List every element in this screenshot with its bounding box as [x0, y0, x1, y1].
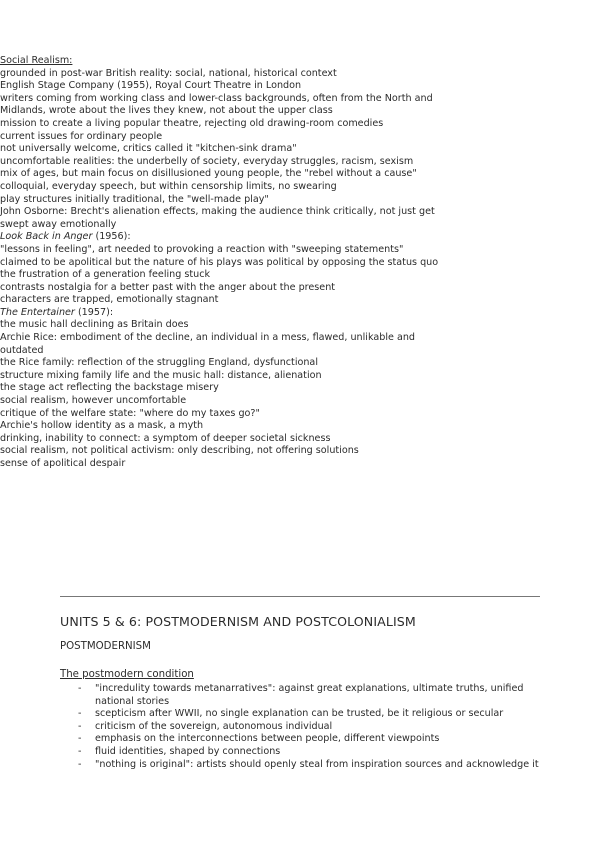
list-item: - the frustration of a generation feeling stuck [0, 269, 455, 282]
list-item: - social realism, however uncomfortable [0, 395, 455, 408]
list-item: - Archie Rice: embodiment of the decline, an individual in a mess, flawed, unlikable and outdated [0, 332, 455, 357]
list-item [0, 55, 455, 471]
the-entertainer-list [0, 319, 455, 470]
the-entertainer-heading [0, 307, 455, 320]
postmodern-condition-list [95, 683, 545, 771]
the-entertainer-year: (1957): [74, 306, 114, 318]
social-realism-list [0, 68, 455, 471]
horizontal-divider [60, 596, 540, 597]
list-item: - mission to create a living popular theatre, rejecting old drawing-room comedies [0, 118, 455, 131]
list-item: - emphasis on the interconnections between people, different viewpoints [95, 733, 545, 746]
list-item: - play structures initially traditional, the "well-made play" [0, 194, 455, 207]
list-item: - mix of ages, but main focus on disillusioned young people, the "rebel without a cause" [0, 168, 455, 181]
list-item [0, 231, 455, 307]
list-item: - "lessons in feeling", art needed to provoking a reaction with "sweeping statements" [0, 244, 455, 257]
social-realism-heading: - Social Realism: [0, 55, 73, 66]
list-item: - writers coming from working class and lower-class backgrounds, often from the North and Midlands, wrote about the lives they knew, not about the upper class [0, 93, 455, 118]
list-item: - critique of the welfare state: "where do my taxes go?" [0, 408, 455, 421]
list-item [0, 307, 455, 471]
social-realism-section [0, 55, 455, 471]
the-entertainer-title: The Entertainer [0, 306, 75, 318]
list-item: - drinking, inability to connect: a symptom of deeper societal sickness [0, 433, 455, 446]
list-item: - sense of apolitical despair [0, 458, 455, 471]
list-item: - "incredulity towards metanarratives": against great explanations, ultimate truths, unified national stories [95, 683, 545, 708]
list-item: - fluid identities, shaped by connections [95, 746, 545, 759]
list-item: - social realism, not political activism: only describing, not offering solutions [0, 445, 455, 458]
postmodernism-heading: POSTMODERNISM [60, 641, 151, 652]
list-item: - "nothing is original": artists should openly steal from inspiration sources and acknowledge it [95, 759, 545, 772]
list-item: - the music hall declining as Britain does [0, 319, 455, 332]
look-back-in-anger-year: (1956): [92, 231, 131, 243]
list-item: - contrasts nostalgia for a better past with the anger about the present [0, 282, 455, 295]
list-item: - grounded in post-war British reality: social, national, historical context [0, 68, 455, 81]
postmodern-condition-heading: The postmodern condition [60, 669, 194, 680]
list-item: - the Rice family: reflection of the struggling England, dysfunctional [0, 357, 455, 370]
units-heading: UNITS 5 & 6: POSTMODERNISM AND POSTCOLONIALISM [60, 614, 416, 629]
list-item: - current issues for ordinary people [0, 131, 455, 144]
list-item: - Archie's hollow identity as a mask, a myth [0, 420, 455, 433]
list-item: - the stage act reflecting the backstage misery [0, 382, 455, 395]
list-item: - John Osborne: Brecht's alienation effects, making the audience think critically, not just get swept away emotionally [0, 206, 455, 231]
look-back-in-anger-list [0, 244, 455, 307]
list-item: - scepticism after WWII, no single explanation can be trusted, be it religious or secular [95, 708, 545, 721]
list-item: - criticism of the sovereign, autonomous individual [95, 721, 545, 734]
look-back-in-anger-heading [0, 231, 455, 244]
list-item: - colloquial, everyday speech, but within censorship limits, no swearing [0, 181, 455, 194]
look-back-in-anger-title: Look Back in Anger [0, 231, 93, 243]
list-item: - not universally welcome, critics called it "kitchen-sink drama" [0, 143, 455, 156]
list-item: - claimed to be apolitical but the nature of his plays was political by opposing the status quo [0, 257, 455, 270]
list-item: - uncomfortable realities: the underbelly of society, everyday struggles, racism, sexism [0, 156, 455, 169]
list-item: - English Stage Company (1955), Royal Court Theatre in London [0, 80, 455, 93]
list-item: - characters are trapped, emotionally stagnant [0, 294, 455, 307]
list-item: - structure mixing family life and the music hall: distance, alienation [0, 370, 455, 383]
